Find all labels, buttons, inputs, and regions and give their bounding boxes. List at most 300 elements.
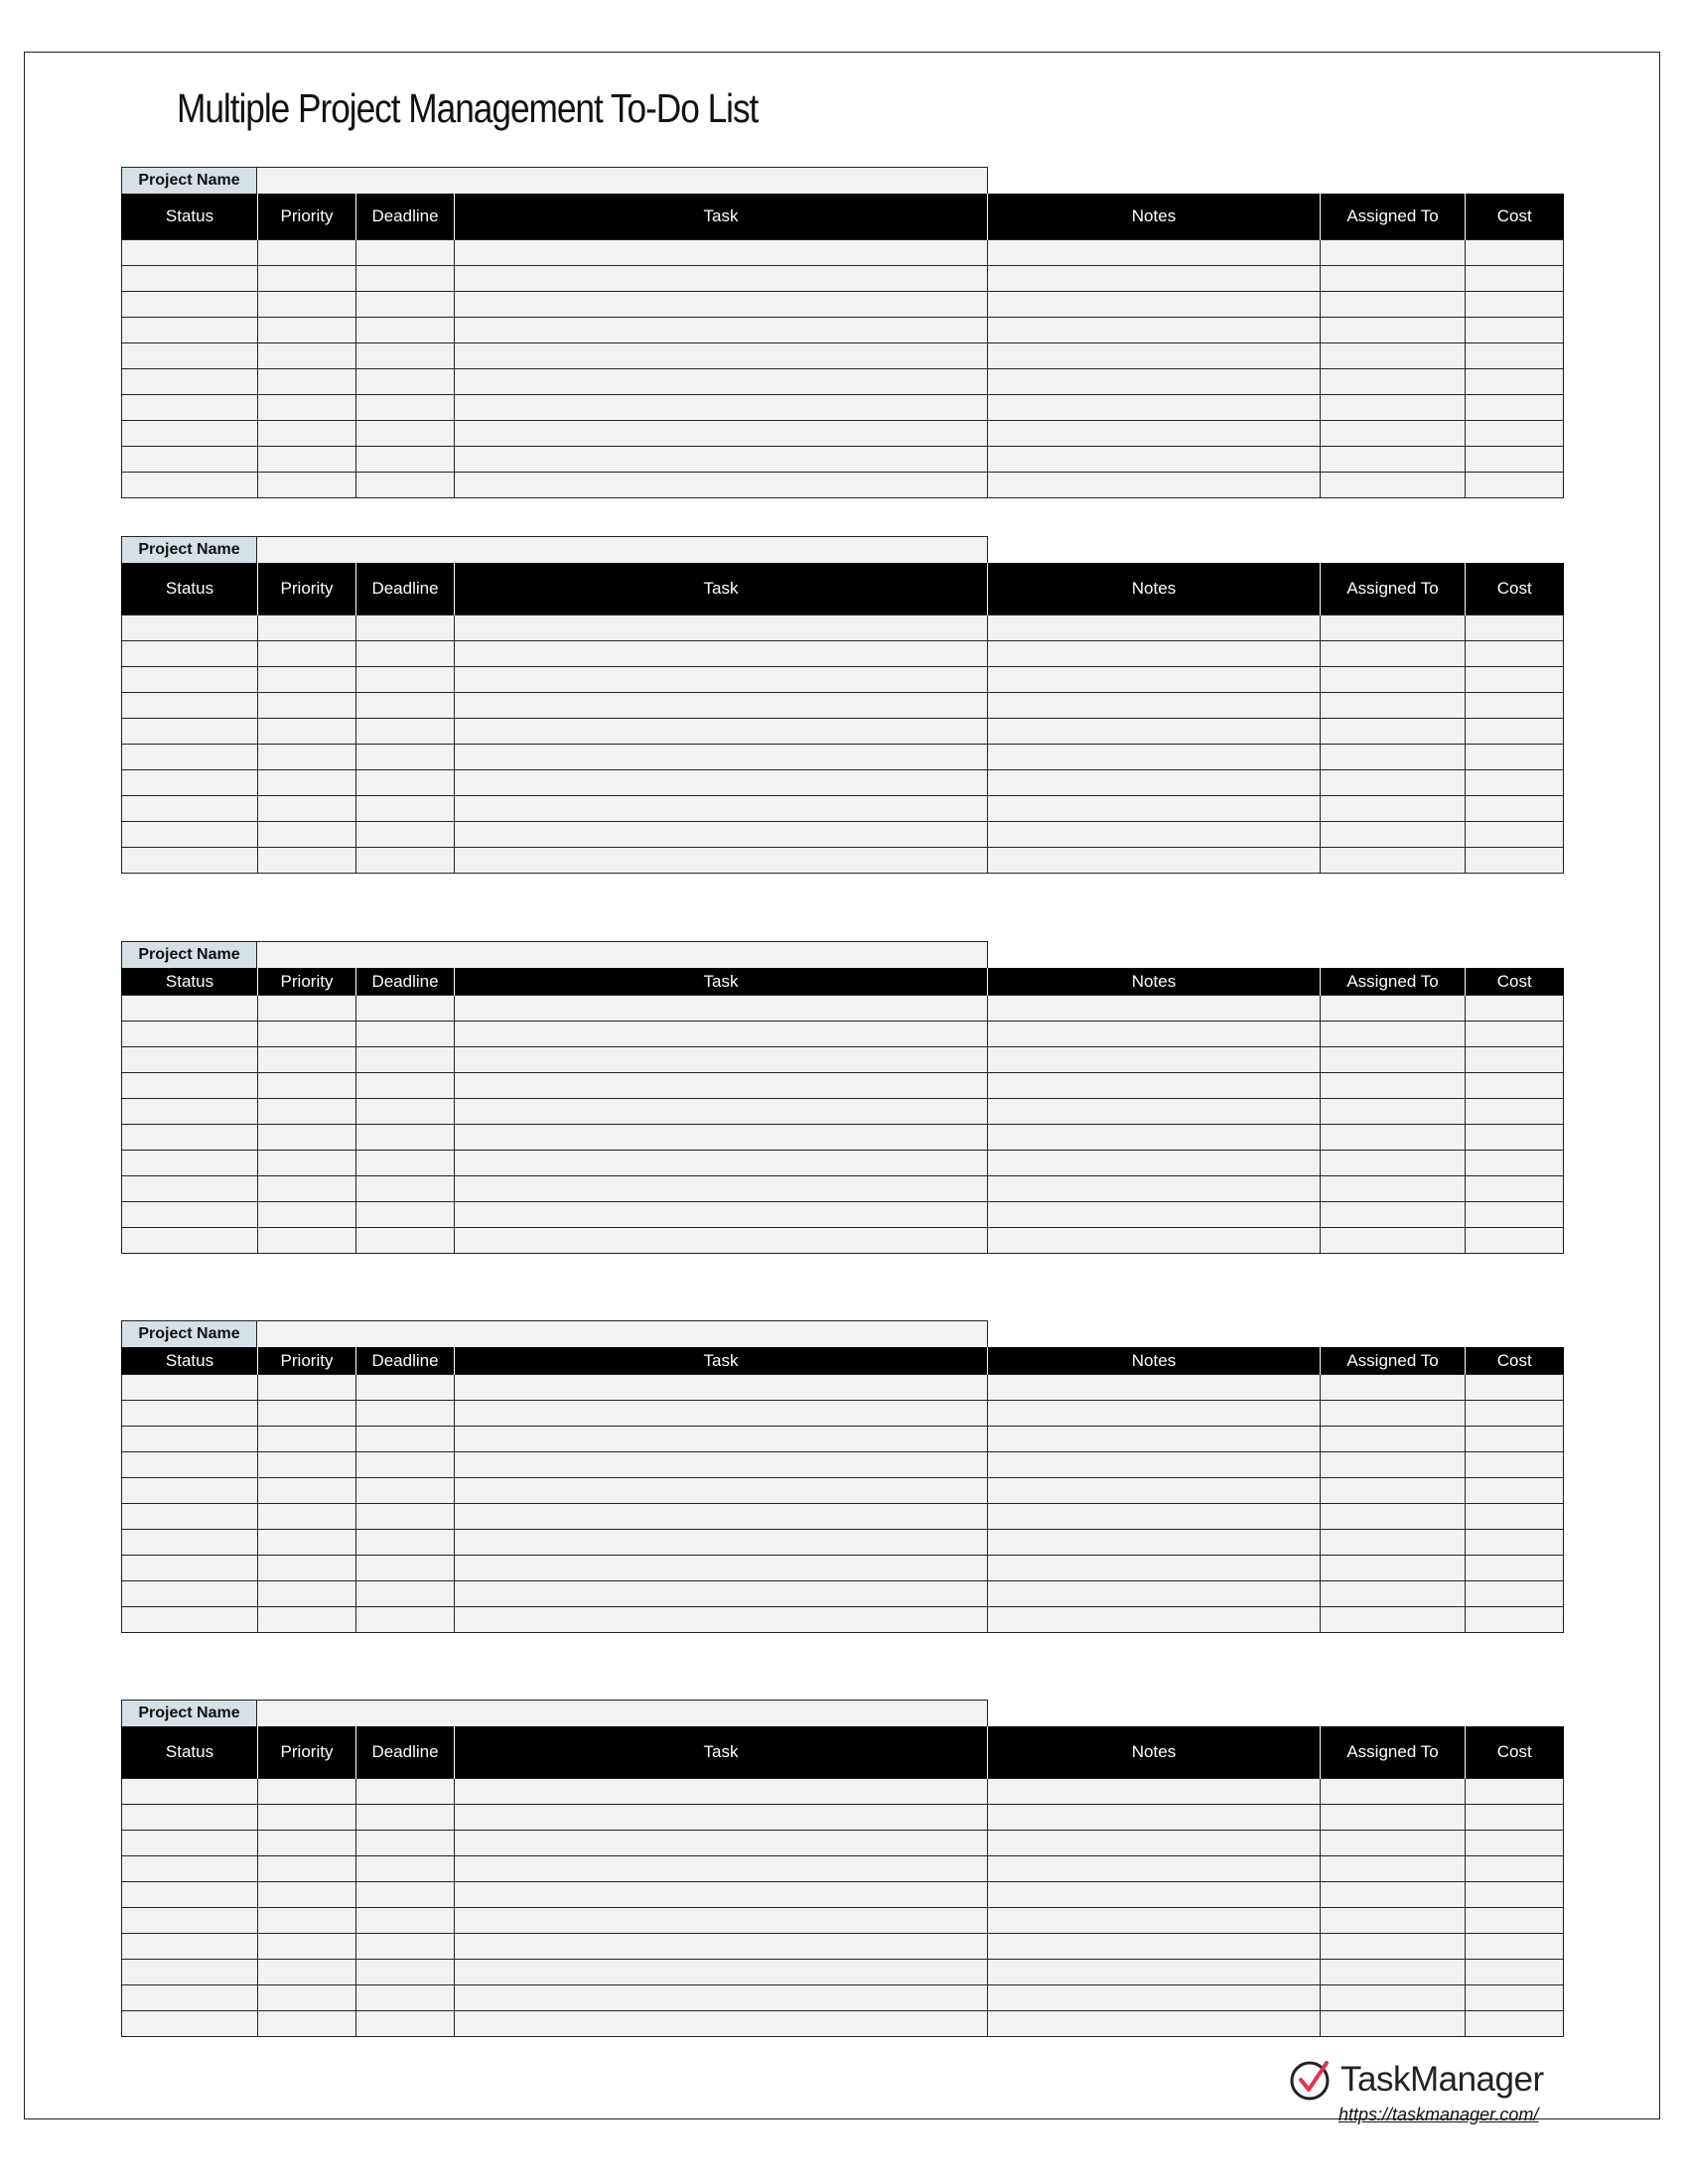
deadline-cell[interactable] — [356, 318, 455, 343]
priority-cell[interactable] — [258, 1530, 356, 1556]
task-cell[interactable] — [455, 796, 988, 822]
cost-cell[interactable] — [1466, 1530, 1564, 1556]
deadline-cell[interactable] — [356, 1607, 455, 1633]
deadline-cell[interactable] — [356, 240, 455, 266]
task-cell[interactable] — [455, 1375, 988, 1401]
task-cell[interactable] — [455, 996, 988, 1022]
assigned-to-cell[interactable] — [1321, 395, 1466, 421]
task-cell[interactable] — [455, 447, 988, 473]
notes-cell[interactable] — [988, 1073, 1321, 1099]
task-cell[interactable] — [455, 1427, 988, 1452]
status-cell[interactable] — [122, 1934, 258, 1960]
cost-cell[interactable] — [1466, 1581, 1564, 1607]
status-cell[interactable] — [122, 266, 258, 292]
task-cell[interactable] — [455, 473, 988, 498]
task-cell[interactable] — [455, 1047, 988, 1073]
priority-cell[interactable] — [258, 318, 356, 343]
status-cell[interactable] — [122, 719, 258, 745]
notes-cell[interactable] — [988, 667, 1321, 693]
assigned-to-cell[interactable] — [1321, 1228, 1466, 1254]
cost-cell[interactable] — [1466, 240, 1564, 266]
cost-cell[interactable] — [1466, 1375, 1564, 1401]
deadline-cell[interactable] — [356, 395, 455, 421]
cost-cell[interactable] — [1466, 770, 1564, 796]
notes-cell[interactable] — [988, 719, 1321, 745]
status-cell[interactable] — [122, 641, 258, 667]
status-cell[interactable] — [122, 1960, 258, 1985]
assigned-to-cell[interactable] — [1321, 1805, 1466, 1831]
cost-cell[interactable] — [1466, 266, 1564, 292]
task-cell[interactable] — [455, 1073, 988, 1099]
priority-cell[interactable] — [258, 473, 356, 498]
status-cell[interactable] — [122, 1228, 258, 1254]
status-cell[interactable] — [122, 1779, 258, 1805]
priority-cell[interactable] — [258, 1556, 356, 1581]
notes-cell[interactable] — [988, 1202, 1321, 1228]
status-cell[interactable] — [122, 1099, 258, 1125]
cost-cell[interactable] — [1466, 1022, 1564, 1047]
notes-cell[interactable] — [988, 1882, 1321, 1908]
cost-cell[interactable] — [1466, 1607, 1564, 1633]
task-cell[interactable] — [455, 719, 988, 745]
cost-cell[interactable] — [1466, 447, 1564, 473]
status-cell[interactable] — [122, 1452, 258, 1478]
cost-cell[interactable] — [1466, 1202, 1564, 1228]
status-cell[interactable] — [122, 1985, 258, 2011]
notes-cell[interactable] — [988, 1176, 1321, 1202]
task-cell[interactable] — [455, 1022, 988, 1047]
status-cell[interactable] — [122, 770, 258, 796]
assigned-to-cell[interactable] — [1321, 1985, 1466, 2011]
assigned-to-cell[interactable] — [1321, 1202, 1466, 1228]
status-cell[interactable] — [122, 1073, 258, 1099]
notes-cell[interactable] — [988, 1934, 1321, 1960]
notes-cell[interactable] — [988, 318, 1321, 343]
notes-cell[interactable] — [988, 615, 1321, 641]
cost-cell[interactable] — [1466, 641, 1564, 667]
deadline-cell[interactable] — [356, 615, 455, 641]
notes-cell[interactable] — [988, 1401, 1321, 1427]
notes-cell[interactable] — [988, 1478, 1321, 1504]
status-cell[interactable] — [122, 1805, 258, 1831]
assigned-to-cell[interactable] — [1321, 2011, 1466, 2037]
priority-cell[interactable] — [258, 1452, 356, 1478]
status-cell[interactable] — [122, 1401, 258, 1427]
priority-cell[interactable] — [258, 745, 356, 770]
notes-cell[interactable] — [988, 693, 1321, 719]
assigned-to-cell[interactable] — [1321, 1176, 1466, 1202]
deadline-cell[interactable] — [356, 447, 455, 473]
deadline-cell[interactable] — [356, 1856, 455, 1882]
deadline-cell[interactable] — [356, 1934, 455, 1960]
cost-cell[interactable] — [1466, 1504, 1564, 1530]
deadline-cell[interactable] — [356, 822, 455, 848]
status-cell[interactable] — [122, 1530, 258, 1556]
priority-cell[interactable] — [258, 1805, 356, 1831]
assigned-to-cell[interactable] — [1321, 1856, 1466, 1882]
priority-cell[interactable] — [258, 343, 356, 369]
status-cell[interactable] — [122, 292, 258, 318]
task-cell[interactable] — [455, 1908, 988, 1934]
deadline-cell[interactable] — [356, 1805, 455, 1831]
deadline-cell[interactable] — [356, 1478, 455, 1504]
deadline-cell[interactable] — [356, 1960, 455, 1985]
status-cell[interactable] — [122, 615, 258, 641]
project-name-input[interactable] — [257, 941, 988, 968]
task-cell[interactable] — [455, 343, 988, 369]
notes-cell[interactable] — [988, 473, 1321, 498]
cost-cell[interactable] — [1466, 667, 1564, 693]
notes-cell[interactable] — [988, 1504, 1321, 1530]
deadline-cell[interactable] — [356, 745, 455, 770]
status-cell[interactable] — [122, 369, 258, 395]
notes-cell[interactable] — [988, 1556, 1321, 1581]
task-cell[interactable] — [455, 1176, 988, 1202]
priority-cell[interactable] — [258, 1607, 356, 1633]
priority-cell[interactable] — [258, 770, 356, 796]
notes-cell[interactable] — [988, 1985, 1321, 2011]
status-cell[interactable] — [122, 240, 258, 266]
cost-cell[interactable] — [1466, 1831, 1564, 1856]
status-cell[interactable] — [122, 473, 258, 498]
task-cell[interactable] — [455, 1401, 988, 1427]
assigned-to-cell[interactable] — [1321, 822, 1466, 848]
deadline-cell[interactable] — [356, 1779, 455, 1805]
cost-cell[interactable] — [1466, 1805, 1564, 1831]
notes-cell[interactable] — [988, 421, 1321, 447]
cost-cell[interactable] — [1466, 1934, 1564, 1960]
cost-cell[interactable] — [1466, 2011, 1564, 2037]
deadline-cell[interactable] — [356, 1047, 455, 1073]
priority-cell[interactable] — [258, 641, 356, 667]
priority-cell[interactable] — [258, 369, 356, 395]
cost-cell[interactable] — [1466, 473, 1564, 498]
assigned-to-cell[interactable] — [1321, 1401, 1466, 1427]
cost-cell[interactable] — [1466, 1556, 1564, 1581]
priority-cell[interactable] — [258, 848, 356, 874]
deadline-cell[interactable] — [356, 1099, 455, 1125]
notes-cell[interactable] — [988, 641, 1321, 667]
priority-cell[interactable] — [258, 1831, 356, 1856]
status-cell[interactable] — [122, 1202, 258, 1228]
status-cell[interactable] — [122, 1478, 258, 1504]
notes-cell[interactable] — [988, 996, 1321, 1022]
assigned-to-cell[interactable] — [1321, 1125, 1466, 1151]
priority-cell[interactable] — [258, 1427, 356, 1452]
status-cell[interactable] — [122, 1427, 258, 1452]
project-name-input[interactable] — [257, 1320, 988, 1347]
cost-cell[interactable] — [1466, 1960, 1564, 1985]
deadline-cell[interactable] — [356, 1151, 455, 1176]
cost-cell[interactable] — [1466, 1125, 1564, 1151]
assigned-to-cell[interactable] — [1321, 1022, 1466, 1047]
task-cell[interactable] — [455, 770, 988, 796]
assigned-to-cell[interactable] — [1321, 1934, 1466, 1960]
priority-cell[interactable] — [258, 1960, 356, 1985]
cost-cell[interactable] — [1466, 1427, 1564, 1452]
deadline-cell[interactable] — [356, 1452, 455, 1478]
cost-cell[interactable] — [1466, 1779, 1564, 1805]
notes-cell[interactable] — [988, 1228, 1321, 1254]
task-cell[interactable] — [455, 641, 988, 667]
deadline-cell[interactable] — [356, 266, 455, 292]
status-cell[interactable] — [122, 1176, 258, 1202]
priority-cell[interactable] — [258, 1478, 356, 1504]
status-cell[interactable] — [122, 745, 258, 770]
notes-cell[interactable] — [988, 2011, 1321, 2037]
cost-cell[interactable] — [1466, 1452, 1564, 1478]
deadline-cell[interactable] — [356, 1581, 455, 1607]
status-cell[interactable] — [122, 822, 258, 848]
task-cell[interactable] — [455, 615, 988, 641]
priority-cell[interactable] — [258, 1985, 356, 2011]
notes-cell[interactable] — [988, 343, 1321, 369]
assigned-to-cell[interactable] — [1321, 1779, 1466, 1805]
task-cell[interactable] — [455, 1607, 988, 1633]
priority-cell[interactable] — [258, 1047, 356, 1073]
notes-cell[interactable] — [988, 240, 1321, 266]
task-cell[interactable] — [455, 1202, 988, 1228]
project-name-input[interactable] — [257, 536, 988, 563]
priority-cell[interactable] — [258, 292, 356, 318]
deadline-cell[interactable] — [356, 1985, 455, 2011]
assigned-to-cell[interactable] — [1321, 473, 1466, 498]
assigned-to-cell[interactable] — [1321, 796, 1466, 822]
assigned-to-cell[interactable] — [1321, 615, 1466, 641]
deadline-cell[interactable] — [356, 1228, 455, 1254]
deadline-cell[interactable] — [356, 1202, 455, 1228]
assigned-to-cell[interactable] — [1321, 848, 1466, 874]
task-cell[interactable] — [455, 292, 988, 318]
assigned-to-cell[interactable] — [1321, 318, 1466, 343]
assigned-to-cell[interactable] — [1321, 1452, 1466, 1478]
task-cell[interactable] — [455, 395, 988, 421]
deadline-cell[interactable] — [356, 369, 455, 395]
deadline-cell[interactable] — [356, 641, 455, 667]
cost-cell[interactable] — [1466, 1047, 1564, 1073]
cost-cell[interactable] — [1466, 1151, 1564, 1176]
task-cell[interactable] — [455, 1151, 988, 1176]
deadline-cell[interactable] — [356, 848, 455, 874]
task-cell[interactable] — [455, 1960, 988, 1985]
assigned-to-cell[interactable] — [1321, 447, 1466, 473]
notes-cell[interactable] — [988, 1856, 1321, 1882]
priority-cell[interactable] — [258, 796, 356, 822]
status-cell[interactable] — [122, 796, 258, 822]
cost-cell[interactable] — [1466, 292, 1564, 318]
deadline-cell[interactable] — [356, 421, 455, 447]
deadline-cell[interactable] — [356, 770, 455, 796]
priority-cell[interactable] — [258, 1401, 356, 1427]
task-cell[interactable] — [455, 1504, 988, 1530]
task-cell[interactable] — [455, 848, 988, 874]
notes-cell[interactable] — [988, 1908, 1321, 1934]
priority-cell[interactable] — [258, 1125, 356, 1151]
priority-cell[interactable] — [258, 1856, 356, 1882]
task-cell[interactable] — [455, 1882, 988, 1908]
assigned-to-cell[interactable] — [1321, 1504, 1466, 1530]
status-cell[interactable] — [122, 1375, 258, 1401]
notes-cell[interactable] — [988, 369, 1321, 395]
assigned-to-cell[interactable] — [1321, 1581, 1466, 1607]
status-cell[interactable] — [122, 318, 258, 343]
assigned-to-cell[interactable] — [1321, 719, 1466, 745]
deadline-cell[interactable] — [356, 1375, 455, 1401]
deadline-cell[interactable] — [356, 796, 455, 822]
status-cell[interactable] — [122, 1908, 258, 1934]
deadline-cell[interactable] — [356, 292, 455, 318]
notes-cell[interactable] — [988, 848, 1321, 874]
notes-cell[interactable] — [988, 822, 1321, 848]
deadline-cell[interactable] — [356, 1022, 455, 1047]
assigned-to-cell[interactable] — [1321, 1073, 1466, 1099]
priority-cell[interactable] — [258, 1022, 356, 1047]
assigned-to-cell[interactable] — [1321, 292, 1466, 318]
assigned-to-cell[interactable] — [1321, 369, 1466, 395]
cost-cell[interactable] — [1466, 1882, 1564, 1908]
task-cell[interactable] — [455, 1099, 988, 1125]
notes-cell[interactable] — [988, 1581, 1321, 1607]
assigned-to-cell[interactable] — [1321, 1151, 1466, 1176]
notes-cell[interactable] — [988, 266, 1321, 292]
assigned-to-cell[interactable] — [1321, 1478, 1466, 1504]
cost-cell[interactable] — [1466, 796, 1564, 822]
deadline-cell[interactable] — [356, 1882, 455, 1908]
status-cell[interactable] — [122, 2011, 258, 2037]
task-cell[interactable] — [455, 421, 988, 447]
deadline-cell[interactable] — [356, 1530, 455, 1556]
task-cell[interactable] — [455, 745, 988, 770]
task-cell[interactable] — [455, 1452, 988, 1478]
cost-cell[interactable] — [1466, 343, 1564, 369]
deadline-cell[interactable] — [356, 667, 455, 693]
priority-cell[interactable] — [258, 240, 356, 266]
priority-cell[interactable] — [258, 719, 356, 745]
task-cell[interactable] — [455, 369, 988, 395]
assigned-to-cell[interactable] — [1321, 1960, 1466, 1985]
notes-cell[interactable] — [988, 395, 1321, 421]
cost-cell[interactable] — [1466, 615, 1564, 641]
brand-url-link[interactable]: https://taskmanager.com/ — [1338, 2105, 1539, 2124]
status-cell[interactable] — [122, 1581, 258, 1607]
status-cell[interactable] — [122, 395, 258, 421]
cost-cell[interactable] — [1466, 822, 1564, 848]
cost-cell[interactable] — [1466, 745, 1564, 770]
deadline-cell[interactable] — [356, 1401, 455, 1427]
notes-cell[interactable] — [988, 1125, 1321, 1151]
status-cell[interactable] — [122, 1607, 258, 1633]
assigned-to-cell[interactable] — [1321, 745, 1466, 770]
priority-cell[interactable] — [258, 1882, 356, 1908]
assigned-to-cell[interactable] — [1321, 1556, 1466, 1581]
priority-cell[interactable] — [258, 1504, 356, 1530]
assigned-to-cell[interactable] — [1321, 667, 1466, 693]
status-cell[interactable] — [122, 1125, 258, 1151]
priority-cell[interactable] — [258, 421, 356, 447]
status-cell[interactable] — [122, 1047, 258, 1073]
cost-cell[interactable] — [1466, 421, 1564, 447]
cost-cell[interactable] — [1466, 1478, 1564, 1504]
assigned-to-cell[interactable] — [1321, 1831, 1466, 1856]
notes-cell[interactable] — [988, 796, 1321, 822]
notes-cell[interactable] — [988, 1427, 1321, 1452]
status-cell[interactable] — [122, 343, 258, 369]
deadline-cell[interactable] — [356, 996, 455, 1022]
cost-cell[interactable] — [1466, 1228, 1564, 1254]
notes-cell[interactable] — [988, 1022, 1321, 1047]
cost-cell[interactable] — [1466, 1985, 1564, 2011]
assigned-to-cell[interactable] — [1321, 343, 1466, 369]
assigned-to-cell[interactable] — [1321, 1908, 1466, 1934]
cost-cell[interactable] — [1466, 1856, 1564, 1882]
assigned-to-cell[interactable] — [1321, 1047, 1466, 1073]
deadline-cell[interactable] — [356, 1073, 455, 1099]
priority-cell[interactable] — [258, 1934, 356, 1960]
task-cell[interactable] — [455, 1779, 988, 1805]
assigned-to-cell[interactable] — [1321, 1427, 1466, 1452]
status-cell[interactable] — [122, 1504, 258, 1530]
priority-cell[interactable] — [258, 1073, 356, 1099]
priority-cell[interactable] — [258, 1581, 356, 1607]
priority-cell[interactable] — [258, 1779, 356, 1805]
task-cell[interactable] — [455, 1228, 988, 1254]
priority-cell[interactable] — [258, 667, 356, 693]
cost-cell[interactable] — [1466, 395, 1564, 421]
deadline-cell[interactable] — [356, 343, 455, 369]
task-cell[interactable] — [455, 693, 988, 719]
cost-cell[interactable] — [1466, 318, 1564, 343]
assigned-to-cell[interactable] — [1321, 641, 1466, 667]
notes-cell[interactable] — [988, 1375, 1321, 1401]
cost-cell[interactable] — [1466, 693, 1564, 719]
notes-cell[interactable] — [988, 745, 1321, 770]
cost-cell[interactable] — [1466, 996, 1564, 1022]
status-cell[interactable] — [122, 1022, 258, 1047]
cost-cell[interactable] — [1466, 848, 1564, 874]
status-cell[interactable] — [122, 1151, 258, 1176]
task-cell[interactable] — [455, 1530, 988, 1556]
priority-cell[interactable] — [258, 1151, 356, 1176]
notes-cell[interactable] — [988, 1047, 1321, 1073]
priority-cell[interactable] — [258, 1908, 356, 1934]
cost-cell[interactable] — [1466, 1401, 1564, 1427]
status-cell[interactable] — [122, 1831, 258, 1856]
task-cell[interactable] — [455, 1581, 988, 1607]
assigned-to-cell[interactable] — [1321, 1375, 1466, 1401]
task-cell[interactable] — [455, 1478, 988, 1504]
cost-cell[interactable] — [1466, 1073, 1564, 1099]
deadline-cell[interactable] — [356, 1427, 455, 1452]
assigned-to-cell[interactable] — [1321, 770, 1466, 796]
deadline-cell[interactable] — [356, 1125, 455, 1151]
priority-cell[interactable] — [258, 2011, 356, 2037]
notes-cell[interactable] — [988, 1151, 1321, 1176]
deadline-cell[interactable] — [356, 2011, 455, 2037]
task-cell[interactable] — [455, 240, 988, 266]
assigned-to-cell[interactable] — [1321, 996, 1466, 1022]
cost-cell[interactable] — [1466, 1176, 1564, 1202]
notes-cell[interactable] — [988, 1805, 1321, 1831]
notes-cell[interactable] — [988, 292, 1321, 318]
status-cell[interactable] — [122, 1882, 258, 1908]
priority-cell[interactable] — [258, 447, 356, 473]
priority-cell[interactable] — [258, 615, 356, 641]
assigned-to-cell[interactable] — [1321, 421, 1466, 447]
status-cell[interactable] — [122, 1856, 258, 1882]
cost-cell[interactable] — [1466, 1099, 1564, 1125]
status-cell[interactable] — [122, 421, 258, 447]
cost-cell[interactable] — [1466, 369, 1564, 395]
